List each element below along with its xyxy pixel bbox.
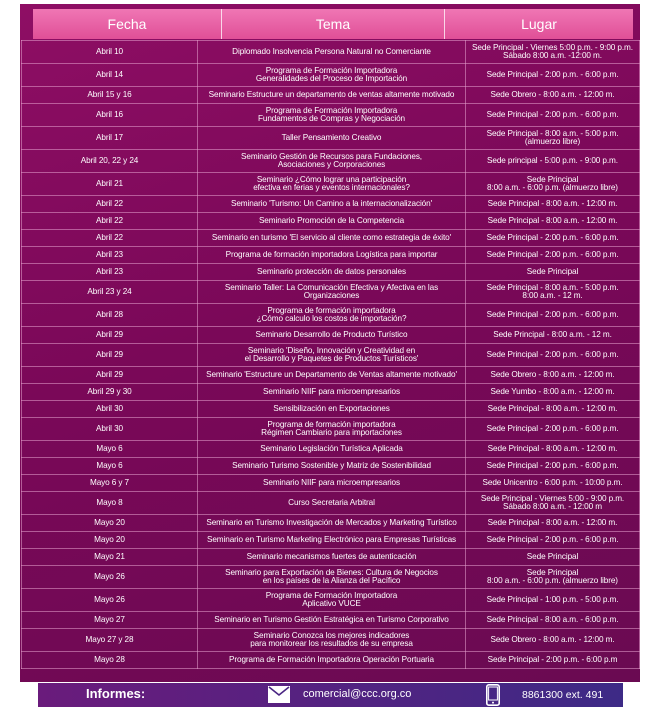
- table-row: [22, 532, 640, 549]
- cell-tema: Seminario para Exportación de Bienes: Cultura de Negocios en los países de la Alianza del Pacífico: [198, 566, 466, 589]
- smartphone-icon: [486, 684, 500, 706]
- cell-lugar: Sede Unicentro - 6:00 p.m. - 10:00 p.m.: [466, 475, 640, 492]
- cell-fecha: Mayo 27: [22, 612, 198, 629]
- cell-tema: Seminario ¿Cómo lograr una participación efectiva en ferias y eventos internacionales?: [198, 173, 466, 196]
- cell-fecha: Mayo 6: [22, 441, 198, 458]
- table-row: [22, 104, 640, 127]
- table-row: [22, 150, 640, 173]
- table-row: [22, 549, 640, 566]
- cell-fecha: Abril 29: [22, 367, 198, 384]
- cell-lugar: Sede Principal - 2:00 p.m. - 6:00 p.m.: [466, 532, 640, 549]
- cell-tema: Seminario Estructure un departamento de ventas altamente motivado: [198, 87, 466, 104]
- cell-tema: Seminario en Turismo Gestión Estratégica en Turismo Corporativo: [198, 612, 466, 629]
- cell-lugar: Sede Principal - Viernes 5:00 - 9:00 p.m. Sábado 8:00 a.m. - 12:00 m: [466, 492, 640, 515]
- cell-lugar: Sede Principal - 8:00 a.m. - 12:00 m.: [466, 213, 640, 230]
- table-row: [22, 41, 640, 64]
- cell-tema: Seminario en Turismo Marketing Electrónico para Empresas Turísticas: [198, 532, 466, 549]
- cell-lugar: Sede Principal - 8:00 a.m. - 6:00 p.m.: [466, 612, 640, 629]
- cell-fecha: Mayo 21: [22, 549, 198, 566]
- cell-lugar: Sede Principal - 8:00 a.m. - 12:00 m.: [466, 401, 640, 418]
- table-row: [22, 589, 640, 612]
- cell-lugar: Sede Yumbo - 8:00 a.m. - 12:00 m.: [466, 384, 640, 401]
- cell-fecha: Abril 29: [22, 327, 198, 344]
- cell-lugar: Sede Principal - 2:00 p.m. - 6:00 p.m.: [466, 458, 640, 475]
- cell-tema: Seminario 'Turismo: Un Camino a la internacionalización': [198, 196, 466, 213]
- cell-lugar: Sede Principal - 2:00 p.m. - 6:00 p.m.: [466, 304, 640, 327]
- cell-fecha: Abril 30: [22, 401, 198, 418]
- cell-fecha: Mayo 26: [22, 566, 198, 589]
- cell-fecha: Abril 20, 22 y 24: [22, 150, 198, 173]
- cell-lugar: Sede Principal: [466, 264, 640, 281]
- table-row: [22, 127, 640, 150]
- table-row: [22, 327, 640, 344]
- cell-lugar: Sede Principal - 8:00 a.m. - 12 m.: [466, 327, 640, 344]
- cell-fecha: Mayo 6: [22, 458, 198, 475]
- table-row: [22, 173, 640, 196]
- cell-fecha: Abril 15 y 16: [22, 87, 198, 104]
- header-lugar: Lugar: [521, 16, 557, 32]
- contact-footer: [38, 683, 623, 707]
- events-table: [21, 40, 640, 669]
- cell-tema: Seminario en Turismo Investigación de Mercados y Marketing Turístico: [198, 515, 466, 532]
- cell-lugar: Sede Principal - 2:00 p.m. - 6:00 p.m.: [466, 230, 640, 247]
- cell-lugar: Sede Obrero - 8:00 a.m. - 12:00 m.: [466, 367, 640, 384]
- cell-tema: Programa de Formación Importadora Operación Portuaria: [198, 652, 466, 669]
- cell-fecha: Mayo 20: [22, 532, 198, 549]
- table-row: [22, 213, 640, 230]
- cell-fecha: Mayo 26: [22, 589, 198, 612]
- table-row: [22, 418, 640, 441]
- cell-fecha: Abril 16: [22, 104, 198, 127]
- cell-lugar: Sede Principal 8:00 a.m. - 6:00 p.m. (almuerzo libre): [466, 173, 640, 196]
- cell-lugar: Sede Principal - 2:00 p.m. - 6:00 p.m.: [466, 247, 640, 264]
- table-header: [33, 9, 633, 39]
- cell-fecha: Abril 23: [22, 264, 198, 281]
- cell-fecha: Abril 29: [22, 344, 198, 367]
- header-tema: Tema: [222, 9, 445, 39]
- cell-tema: Seminario NIIF para microempresarios: [198, 384, 466, 401]
- cell-tema: Seminario en turismo 'El servicio al cliente como estrategia de éxito': [198, 230, 466, 247]
- cell-fecha: Abril 28: [22, 304, 198, 327]
- cell-tema: Programa de formación importadora Régimen Cambiario para importaciones: [198, 418, 466, 441]
- cell-lugar: Sede Principal - 8:00 a.m. - 12:00 m.: [466, 196, 640, 213]
- table-row: [22, 247, 640, 264]
- cell-tema: Seminario NIIF para microempresarios: [198, 475, 466, 492]
- cell-tema: Seminario Desarrollo de Producto Turístico: [198, 327, 466, 344]
- table-row: [22, 612, 640, 629]
- cell-tema: Programa de Formación Importadora Fundamentos de Compras y Negociación: [198, 104, 466, 127]
- cell-tema: Sensibilización en Exportaciones: [198, 401, 466, 418]
- table-row: [22, 401, 640, 418]
- envelope-icon: [268, 686, 290, 703]
- cell-fecha: Mayo 27 y 28: [22, 629, 198, 652]
- table-row: [22, 196, 640, 213]
- contact-phone[interactable]: 8861300 ext. 491: [522, 689, 604, 701]
- cell-tema: Seminario Taller: La Comunicación Efectiva y Afectiva en las Organizaciones: [198, 281, 466, 304]
- cell-lugar: Sede Principal - 2:00 p.m. - 6:00 p.m.: [466, 104, 640, 127]
- cell-lugar: Sede Principal - 8:00 a.m. - 5:00 p.m. (almuerzo libre): [466, 127, 640, 150]
- cell-lugar: Sede Principal - 1:00 p.m. - 5:00 p.m.: [466, 589, 640, 612]
- cell-lugar: Sede principal - 5:00 p.m. - 9:00 p.m.: [466, 150, 640, 173]
- cell-tema: Taller Pensamiento Creativo: [198, 127, 466, 150]
- table-row: [22, 492, 640, 515]
- cell-fecha: Mayo 8: [22, 492, 198, 515]
- cell-lugar: Sede Principal - 8:00 a.m. - 12:00 m.: [466, 441, 640, 458]
- footer-label: Informes:: [86, 686, 146, 701]
- events-table-body: [22, 41, 640, 669]
- cell-lugar: Sede Principal - 8:00 a.m. - 5:00 p.m. 8:00 a.m. - 12 m.: [466, 281, 640, 304]
- table-row: [22, 515, 640, 532]
- table-row: [22, 281, 640, 304]
- contact-email[interactable]: comercial@ccc.org.co: [303, 688, 412, 700]
- cell-lugar: Sede Obrero - 8:00 a.m. - 12:00 m.: [466, 87, 640, 104]
- cell-fecha: Mayo 6 y 7: [22, 475, 198, 492]
- cell-lugar: Sede Principal 8:00 a.m. - 6:00 p.m. (almuerzo libre): [466, 566, 640, 589]
- table-row: [22, 652, 640, 669]
- cell-fecha: Abril 29 y 30: [22, 384, 198, 401]
- cell-lugar: Sede Principal - 8:00 a.m. - 12:00 m.: [466, 515, 640, 532]
- cell-lugar: Sede Principal - Viernes 5:00 p.m. - 9:00 p.m. Sábado 8:00 a.m. -12:00 m.: [466, 41, 640, 64]
- cell-tema: Programa de Formación Importadora Aplicativo VUCE: [198, 589, 466, 612]
- cell-lugar: Sede Principal - 2:00 p.m. - 6:00 p.m: [466, 652, 640, 669]
- cell-tema: Seminario 'Diseño, Innovación y Creatividad en el Desarrollo y Paquetes de Productos Turísticos': [198, 344, 466, 367]
- table-row: [22, 475, 640, 492]
- cell-fecha: Mayo 20: [22, 515, 198, 532]
- cell-tema: Diplomado Insolvencia Persona Natural no Comerciante: [198, 41, 466, 64]
- cell-fecha: Abril 17: [22, 127, 198, 150]
- cell-lugar: Sede Principal - 2:00 p.m. - 6:00 p.m.: [466, 418, 640, 441]
- cell-tema: Programa de formación importadora Logística para importar: [198, 247, 466, 264]
- cell-fecha: Abril 30: [22, 418, 198, 441]
- cell-tema: Programa de Formación Importadora Generalidades del Proceso de Importación: [198, 64, 466, 87]
- table-row: [22, 264, 640, 281]
- table-row: [22, 64, 640, 87]
- cell-fecha: Abril 22: [22, 230, 198, 247]
- header-fecha: Fecha: [33, 9, 222, 39]
- cell-tema: Seminario protección de datos personales: [198, 264, 466, 281]
- table-row: [22, 230, 640, 247]
- table-row: [22, 384, 640, 401]
- cell-fecha: Abril 22: [22, 196, 198, 213]
- cell-fecha: Mayo 28: [22, 652, 198, 669]
- cell-lugar: Sede Principal - 2:00 p.m. - 6:00 p.m.: [466, 344, 640, 367]
- table-row: [22, 458, 640, 475]
- table-row: [22, 441, 640, 458]
- cell-fecha: Abril 14: [22, 64, 198, 87]
- cell-tema: Seminario Gestión de Recursos para Fundaciones, Asociaciones y Corporaciones: [198, 150, 466, 173]
- table-row: [22, 344, 640, 367]
- cell-fecha: Abril 22: [22, 213, 198, 230]
- cell-fecha: Abril 21: [22, 173, 198, 196]
- cell-lugar: Sede Principal: [466, 549, 640, 566]
- cell-tema: Curso Secretaria Arbitral: [198, 492, 466, 515]
- cell-tema: Seminario Promoción de la Competencia: [198, 213, 466, 230]
- cell-fecha: Abril 23: [22, 247, 198, 264]
- cell-tema: Seminario Conozca los mejores indicadores para monitorear los resultados de su empresa: [198, 629, 466, 652]
- cell-tema: Programa de formación importadora ¿Cómo calculo los costos de importación?: [198, 304, 466, 327]
- cell-fecha: Abril 23 y 24: [22, 281, 198, 304]
- cell-lugar: Sede Obrero - 8:00 a.m. - 12:00 m.: [466, 629, 640, 652]
- cell-tema: Seminario 'Estructure un Departamento de Ventas altamente motivado': [198, 367, 466, 384]
- cell-lugar: Sede Principal - 2:00 p.m. - 6:00 p.m.: [466, 64, 640, 87]
- cell-fecha: Abril 10: [22, 41, 198, 64]
- table-row: [22, 566, 640, 589]
- table-row: [22, 629, 640, 652]
- table-row: [22, 367, 640, 384]
- cell-tema: Seminario mecanismos fuertes de autenticación: [198, 549, 466, 566]
- cell-tema: Seminario Legislación Turística Aplicada: [198, 441, 466, 458]
- table-row: [22, 304, 640, 327]
- table-row: [22, 87, 640, 104]
- cell-tema: Seminario Turismo Sostenible y Matriz de Sostenibilidad: [198, 458, 466, 475]
